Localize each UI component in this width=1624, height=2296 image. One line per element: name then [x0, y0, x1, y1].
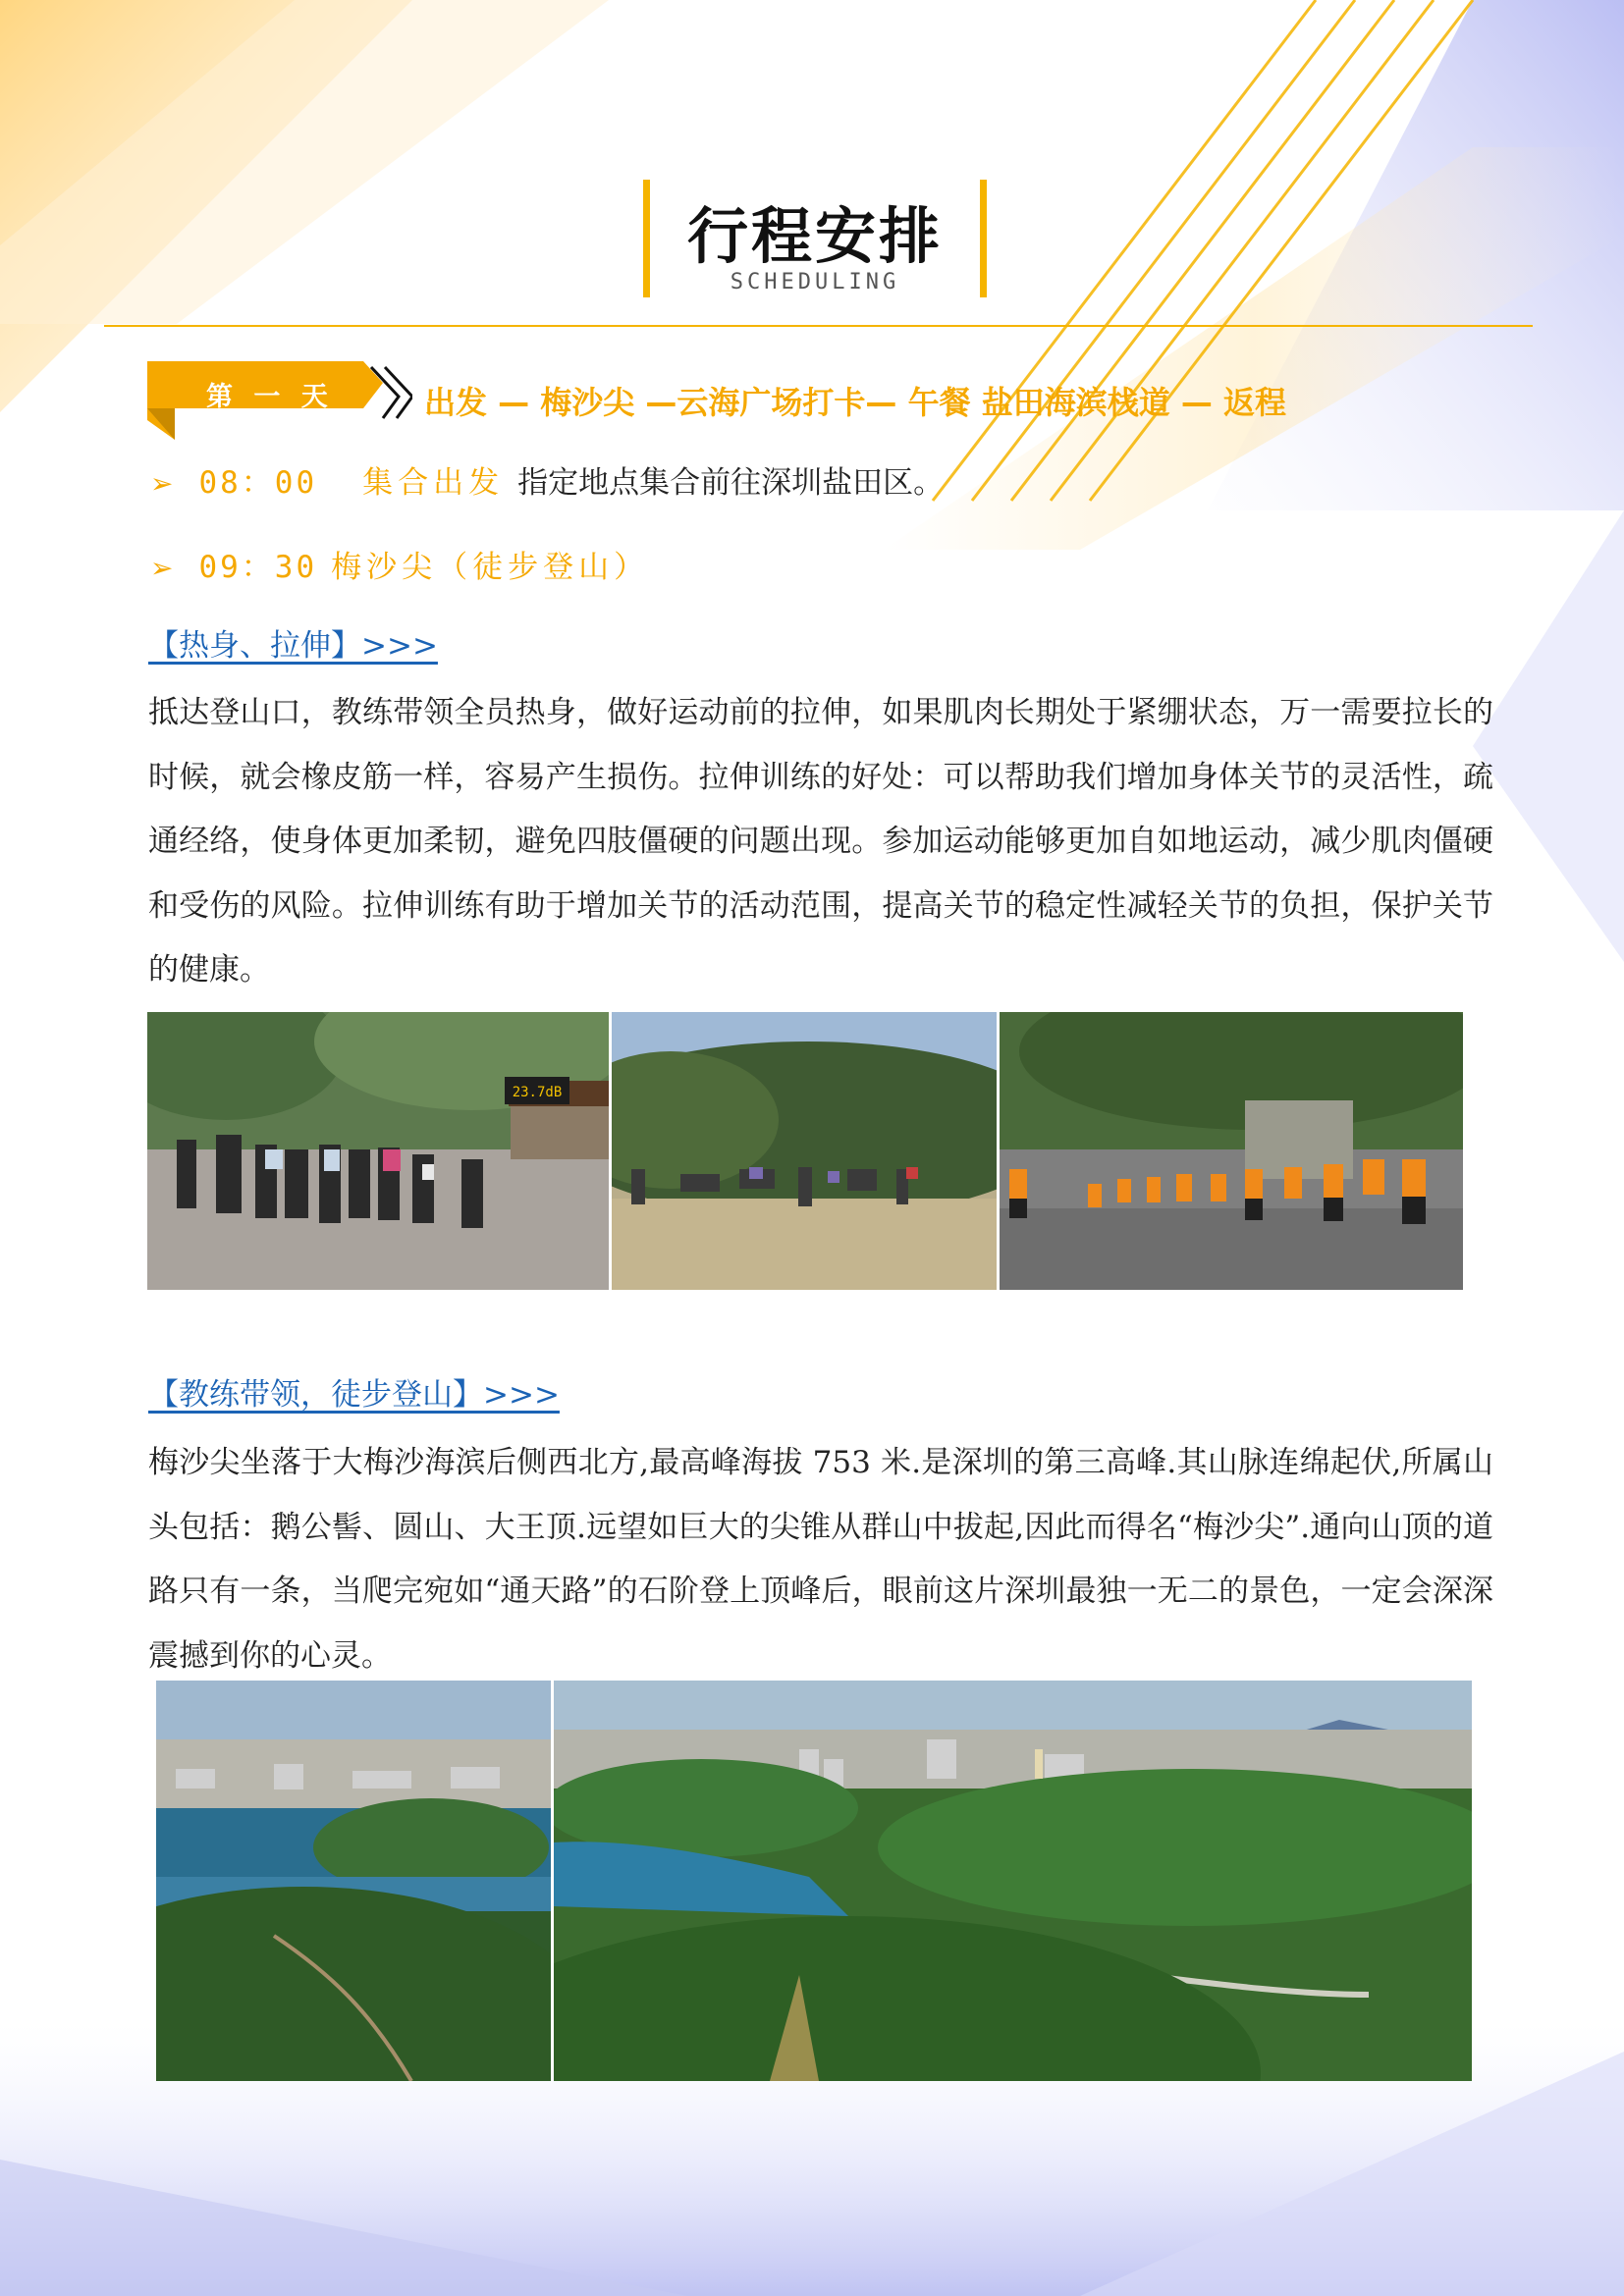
page-title: 行程安排: [686, 200, 943, 272]
schedule-label: 集合出发: [362, 465, 505, 501]
arrow-icon: ➢: [150, 552, 174, 584]
page-subtitle: SCHEDULING: [730, 270, 900, 294]
title-block: [643, 180, 987, 297]
section-paragraph-warmup: 抵达登山口，教练带领全员热身，做好运动前的拉伸，如果肌肉长期处于紧绷状态，万一需要拉长的时候，就会橡皮筋一样，容易产生损伤。拉伸训练的好处：可以帮助我们增加身体关节的灵活性，疏通经络，使身体更加柔韧，避免四肢僵硬的问题出现。参加运动能够更加自如地运动，减少肌肉僵硬和受伤的风险。拉伸训练有助于增加关节的活动范围，提高关节的稳定性减轻关节的负担，保护关节的健康。: [148, 695, 1493, 988]
photo-meishajian-landscape-1: [156, 1681, 551, 2081]
photo-group-warmup-1: [147, 1012, 609, 1290]
photo-sign-text: 23.7dB: [512, 1085, 563, 1100]
section-heading-warmup[interactable]: 【热身、拉伸】>>>: [148, 628, 438, 664]
day-tab-label: 第 一 天: [206, 382, 334, 412]
schedule-time: 09：30: [198, 550, 318, 585]
schedule-item: [150, 457, 944, 502]
schedule-label: 梅沙尖（徒步登山）: [331, 550, 650, 585]
arrow-icon: ➢: [150, 467, 174, 500]
schedule-desc: 指定地点集合前往深圳盐田区。: [517, 465, 945, 501]
title-divider: [104, 325, 1533, 327]
photo-group-warmup-2: [612, 1012, 997, 1290]
schedule-item: [150, 542, 649, 586]
day-route: 出发 — 梅沙尖 —云海广场打卡— 午餐 盐田海滨栈道 — 返程: [424, 384, 1286, 421]
section-paragraph-hiking: 梅沙尖坐落于大梅沙海滨后侧西北方,最高峰海拔 753 米.是深圳的第三高峰.其山脉连绵起伏,所属山头包括：鹅公髻、圆山、大王顶.远望如巨大的尖锥从群山中拔起,因此而得名“梅沙尖”.通向山顶的道路只有一条，当爬完宛如“通天路”的石阶登上顶峰后，眼前这片深圳最独一无二的景色，一定会深深震撼到你的心灵。: [148, 1445, 1493, 1674]
schedule-time: 08：00: [198, 465, 318, 501]
photo-meishajian-landscape-2: [554, 1681, 1472, 2081]
section-heading-hiking[interactable]: 【教练带领，徒步登山】>>>: [148, 1377, 560, 1413]
photo-group-warmup-3: [1000, 1012, 1463, 1290]
